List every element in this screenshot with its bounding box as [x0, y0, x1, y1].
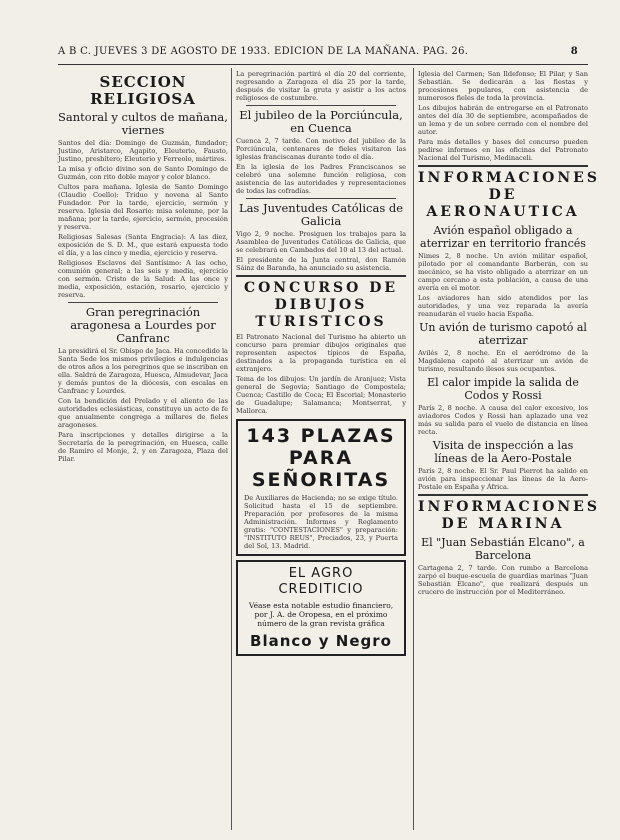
column-2 [236, 70, 406, 660]
paragraph: Tema de los dibujos: Un jardín de Aranjuez; Vista general de Segovia; Santiago de Compostela; Cuenca; Castillo de Coca; El Escorial; Monasterio de Guadalupe; Salamanca; Montserrat, y Mallorca. [236, 375, 406, 415]
section-title-marina: INFORMACIONES DE MARINA [418, 499, 600, 532]
subheading-inspeccion: Visita de inspección a las líneas de la Aero-Postale [432, 439, 574, 465]
paragraph: Nimes 2, 8 noche. Un avión militar español, pilotado por el comandante Barberán, con su mecánico, se ha visto obligado a aterrizar en un campo cercano a esta población, a causa de una avería en el motor. [418, 252, 588, 292]
paragraph: París 2, 8 noche. A causa del calor excesivo, los aviadores Codos y Rossi han aplazado una vez más su salida para el vuelo de distancia en línea recta. [418, 404, 588, 436]
advertisement-plazas [236, 419, 406, 556]
subheading-turismo: Un avión de turismo capotó al aterrizar [419, 321, 587, 347]
ad-body: De Auxiliares de Hacienda; no se exige título. Solicitud hasta el 15 de septiembre. Preparación por profesores de la misma Administración. Informes y Reglamento gratis: "CONTESTACIONES" y preparación: "INSTITUTO REUS", Preciados, 23, y Puerta del Sol, 13. Madrid. [244, 494, 398, 550]
paragraph: Iglesia del Carmen; San Ildefonso; El Pilar, y San Sebastián. Se dedicarán a las fiestas y procesiones populares, con asistencia de numerosos fieles de toda la provincia. [418, 70, 588, 102]
subheading-calor: El calor impide la salida de Codos y Rossi [427, 376, 579, 402]
paragraph: Avilés 2, 8 noche. En el aeródromo de la Magdalena capotó al aterrizar un avión de turismo, resultando ilesos sus ocupantes. [418, 349, 588, 373]
paragraph: El Patronato Nacional del Turismo ha abierto un concurso para premiar dibujos originales que representen aspectos típicos de España, destinados a la propaganda turística en el extranjero. [236, 333, 406, 373]
separator [418, 494, 588, 496]
paragraph: En la iglesia de los Padres Franciscanos se celebró una solemne función religiosa, con asistencia de las autoridades y representaciones de todas las cofradías. [236, 163, 406, 195]
header-line: A B C. JUEVES 3 DE AGOSTO DE 1933. EDICION DE LA MAÑANA. PAG. 26. [58, 46, 469, 57]
ad-title: 143 PLAZAS PARA SEÑORITAS [246, 425, 396, 491]
column-divider [413, 68, 414, 830]
separator [246, 198, 396, 199]
paragraph: Vigo 2, 9 noche. Prosiguen los trabajos para la Asamblea de Juventudes Católicas de Galicia, que se celebrará en Cambados del 10 al 13 del actual. [236, 230, 406, 254]
separator [418, 165, 588, 167]
paragraph: Los aviadores han sido atendidos por las autoridades, y una vez reparada la avería reanudarán el vuelo hacia España. [418, 294, 588, 318]
subheading-avion: Avión español obligado a aterrizar en territorio francés [420, 224, 586, 250]
ad-body: Véase esta notable estudio financiero, por J. A. de Oropesa, en el próximo número de la gran revista gráfica [248, 601, 394, 628]
ad-brand: Blanco y Negro [250, 632, 392, 650]
ad-title: EL AGRO CREDITICIO [278, 566, 364, 597]
section-title-concurso: CONCURSO DE DIBUJOS TURISTICOS [243, 280, 399, 330]
subheading-juventudes: Las Juventudes Católicas de Galicia [238, 201, 404, 228]
paragraph: Cartagena 2, 7 tarde. Con rumbo a Barcelona zarpó el buque-escuela de guardias marinas "Juan Sebastián Elcano", que realizará después un crucero de instrucción por el Mediterráneo. [418, 564, 588, 596]
column-divider [231, 68, 232, 830]
advertisement-agro [236, 560, 406, 656]
column-1 [58, 70, 228, 465]
page-header [58, 46, 578, 62]
column-3 [418, 70, 600, 598]
paragraph: Con la bendición del Prelado y el aliento de las autoridades eclesiásticas, constituye un acto de fe que anualmente congrega a millares de fieles aragoneses. [58, 397, 228, 429]
section-title-aeronautica: INFORMACIONES DE AERONAUTICA [418, 170, 600, 220]
paragraph: La peregrinación partirá el día 20 del corriente, regresando a Zaragoza el día 25 por la tarde, después de visitar la gruta y asistir a los actos religiosos de costumbre. [236, 70, 406, 102]
paragraph: Religiosos Esclavos del Santísimo: A las ocho, comunión general; a las seis y media, ejercicio con sermón. Cristo de la Salud: A las once y media, exposición, estación, rosario, ejercicio y reserva. [58, 259, 228, 299]
paragraph: La misa y oficio divino son de Santo Domingo de Guzmán, con rito doble mayor y color blanco. [58, 165, 228, 181]
paragraph: Los dibujos habrán de entregarse en el Patronato antes del día 30 de septiembre, acompañados de un lema y de un sobre cerrado con el nombre del autor. [418, 104, 588, 136]
paragraph: La presidirá el Sr. Obispo de Jaca. Ha concedido la Santa Sede los mismos privilegios e indulgencias de otros años a los peregrinos que se inscriban en ella. Saldrá de Zaragoza, Huesca, Almudevar, Jaca y demás puntos de la diócesis, con escalas en Canfranc y Lourdes. [58, 347, 228, 395]
paragraph: El presidente de la Junta central, don Ramón Sáinz de Baranda, ha anunciado su asistencia. [236, 256, 406, 272]
subheading-santoral: Santoral y cultos de mañana, viernes [58, 110, 228, 137]
paragraph: Cultos para mañana. Iglesia de Santo Domingo (Claudio Coello): Triduo y novena al Santo Fundador. Por la tarde, ejercicio, sermón y reserva. Iglesia del Rosario: misa solemne, por la mañana; por la tarde, ejercicio, sermón, procesión y reserva. [58, 183, 228, 231]
paragraph: Para más detalles y bases del concurso pueden pedirse informes en las oficinas del Patronato Nacional del Turismo, Medinaceli. [418, 138, 588, 162]
subheading-elcano: El "Juan Sebastián Elcano", a Barcelona [421, 536, 585, 562]
separator [236, 275, 406, 277]
subheading-jubileo: El jubileo de la Porciúncula, en Cuenca [239, 108, 403, 135]
header-rule [58, 64, 588, 65]
paragraph: Santos del día: Domingo de Guzmán, fundador; Justino, Aristarco, Agapito, Eleuterio, Fausto, Justino, presbítero; Eleuterio y Ferreolo, mártires. [58, 139, 228, 163]
paragraph: Cuenca 2, 7 tarde. Con motivo del jubileo de la Porciúncula, centenares de fieles visitaron las iglesias franciscanas durante todo el día. [236, 137, 406, 161]
paragraph: París 2, 8 noche. El Sr. Paul Pierrot ha salido en avión para inspeccionar las líneas de la Aero-Postale en España y África. [418, 467, 588, 491]
paragraph: Religiosas Salesas (Santa Engracia): A las diez, exposición de S. D. M., que estará expuesta todo el día, y a las cinco y media, ejercicio y reserva. [58, 233, 228, 257]
page-number: 8 [570, 46, 578, 57]
paragraph: Para inscripciones y detalles dirigirse a la Secretaría de la peregrinación, en Huesca, calle de Ramiro el Monje, 2, y en Zaragoza, Plaza del Pilar. [58, 431, 228, 463]
separator [68, 302, 218, 303]
section-title-religiosa: SECCION RELIGIOSA [90, 73, 196, 108]
subheading-peregrinacion: Gran peregrinación aragonesa a Lourdes por Canfranc [70, 305, 216, 345]
separator [246, 105, 396, 106]
